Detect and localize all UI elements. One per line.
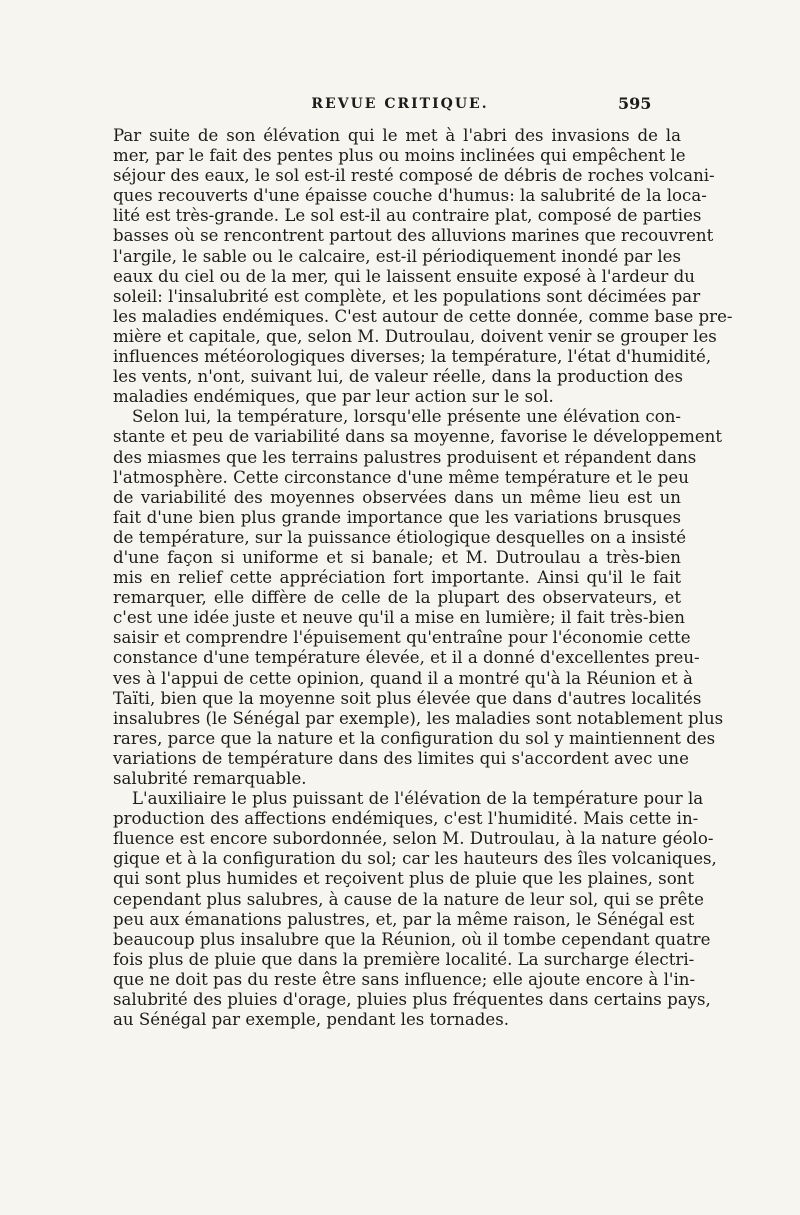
text-line: Selon lui, la température, lorsqu'elle présente une élévation con- — [132, 407, 681, 427]
text-line: au Sénégal par exemple, pendant les tornades. — [113, 1010, 509, 1030]
text-line: d'une façon si uniforme et si banale; et M. Dutroulau a très-bien — [113, 547, 681, 567]
text-line: peu aux émanations palustres, et, par la même raison, le Sénégal est — [113, 909, 695, 929]
text-line: fois plus de pluie que dans la première localité. La surcharge électri- — [113, 949, 695, 969]
text-line: remarquer, elle diffère de celle de la plupart des observateurs, et — [113, 588, 681, 608]
body-text — [113, 126, 733, 1030]
text-line: mière et capitale, que, selon M. Dutroulau, doivent venir se grouper les — [113, 326, 717, 346]
text-line: qui sont plus humides et reçoivent plus de pluie que les plaines, sont — [113, 869, 695, 889]
text-line: salubrité des pluies d'orage, pluies plus fréquentes dans certains pays, — [113, 990, 711, 1010]
text-line: Taïti, bien que la moyenne soit plus élevée que dans d'autres localités — [113, 688, 702, 708]
text-line: production des affections endémiques, c'est l'humidité. Mais cette in- — [113, 809, 699, 829]
text-line: cependant plus salubres, à cause de la nature de leur sol, qui se prête — [113, 889, 704, 909]
text-line: mer, par le fait des pentes plus ou moins inclinées qui empêchent le — [113, 146, 686, 166]
text-line: de température, sur la puissance étiologique desquelles on a insisté — [113, 527, 687, 547]
text-line: l'atmosphère. Cette circonstance d'une même température et le peu — [113, 467, 689, 487]
text-line: ves à l'appui de cette opinion, quand il a montré qu'à la Réunion et à — [113, 668, 693, 688]
text-line: les maladies endémiques. C'est autour de cette donnée, comme base pre- — [113, 306, 733, 326]
text-line: des miasmes que les terrains palustres produisent et répandent dans — [113, 447, 697, 467]
text-line: variations de température dans des limites qui s'accordent avec une — [113, 748, 689, 768]
text-line: l'argile, le sable ou le calcaire, est-il périodiquement inondé par les — [113, 246, 681, 266]
text-line: basses où se rencontrent partout des alluvions marines que recouvrent — [113, 226, 714, 246]
text-line: maladies endémiques, que par leur action sur le sol. — [113, 387, 554, 407]
text-line: lité est très-grande. Le sol est-il au contraire plat, composé de parties — [113, 206, 702, 226]
text-line: stante et peu de variabilité dans sa moyenne, favorise le développement — [113, 427, 723, 447]
text-line: saisir et comprendre l'épuisement qu'entraîne pour l'économie cette — [113, 628, 691, 648]
text-line: beaucoup plus insalubre que la Réunion, où il tombe cependant quatre — [113, 929, 711, 949]
text-line: c'est une idée juste et neuve qu'il a mise en lumière; il fait très-bien — [113, 608, 685, 628]
text-line: influences météorologiques diverses; la température, l'état d'humidité, — [113, 347, 712, 367]
text-line: salubrité remarquable. — [113, 769, 307, 788]
text-line: Par suite de son élévation qui le met à l'abri des invasions de la — [113, 126, 681, 145]
text-line: L'auxiliaire le plus puissant de l'élévation de la température pour la — [132, 789, 704, 809]
text-line: de variabilité des moyennes observées dans un même lieu est un — [113, 487, 681, 507]
page-number: 595 — [618, 94, 652, 113]
text-line: ques recouverts d'une épaisse couche d'humus: la salubrité de la loca- — [113, 186, 707, 206]
running-title: REVUE CRITIQUE. — [311, 96, 489, 112]
text-line: soleil: l'insalubrité est complète, et les populations sont décimées par — [113, 286, 701, 306]
text-line: que ne doit pas du reste être sans influence; elle ajoute encore à l'in- — [113, 969, 696, 989]
text-line: fluence est encore subordonnée, selon M. Dutroulau, à la nature géolo- — [113, 829, 714, 849]
text-line: constance d'une température élevée, et il a donné d'excellentes preu- — [113, 648, 700, 668]
text-line: eaux du ciel ou de la mer, qui le laissent ensuite exposé à l'ardeur du — [113, 266, 695, 286]
text-line: les vents, n'ont, suivant lui, de valeur réelle, dans la production des — [113, 367, 683, 387]
text-line: fait d'une bien plus grande importance que les variations brusques — [113, 507, 681, 527]
text-line: gique et à la configuration du sol; car les hauteurs des îles volcaniques, — [113, 849, 717, 869]
text-line: insalubres (le Sénégal par exemple), les maladies sont notablement plus — [113, 708, 724, 728]
text-line: séjour des eaux, le sol est-il resté composé de débris de roches volcani- — [113, 166, 715, 186]
text-line: mis en relief cette appréciation fort importante. Ainsi qu'il le fait — [113, 568, 681, 588]
text-line: rares, parce que la nature et la configuration du sol y maintiennent des — [113, 728, 716, 748]
